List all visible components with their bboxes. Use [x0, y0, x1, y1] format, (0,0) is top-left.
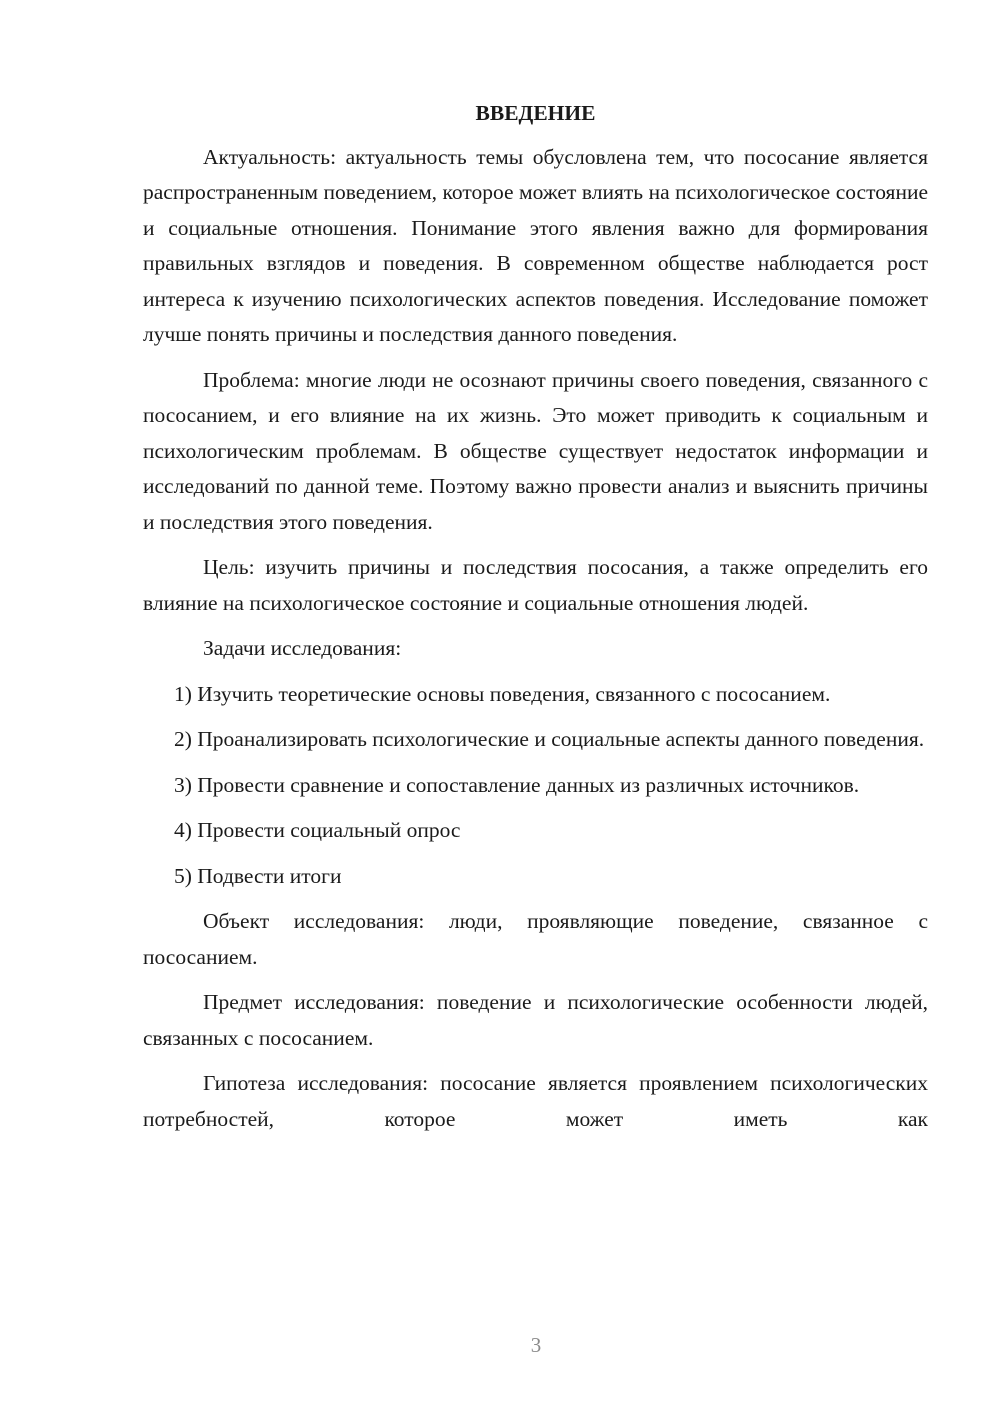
paragraph-hypothesis: Гипотеза исследования: пососание является проявлением психологических потребностей, которое может иметь как: [143, 1071, 928, 1131]
paragraph-problem: Проблема: многие люди не осознают причины своего поведения, связанного с пососанием, и его влияние на их жизнь. Это может приводить к социальным и психологическим проблемам. В обществе существует недостаток информации и исследований по данной теме. Поэтому важно провести анализ и выяснить причины и последствия этого поведения.: [143, 367, 928, 534]
paragraph-object: Объект исследования: люди, проявляющие поведение, связанное с пососанием.: [143, 909, 928, 969]
paragraph-relevance: Актуальность: актуальность темы обусловлена тем, что пососание является распространенным поведением, которое может влиять на психологическое состояние и социальные отношения. Понимание этого явления важно для формирования правильных взглядов и поведения. В современном обществе наблюдается рост интереса к изучению психологических аспектов поведения. Исследование поможет лучше понять причины и последствия данного поведения.: [143, 144, 928, 346]
paragraph-goal: Цель: изучить причины и последствия пососания, а также определить его влияние на психологическое состояние и социальные отношения людей.: [143, 555, 928, 615]
task-item-3: 3) Провести сравнение и сопоставление данных из различных источников.: [174, 772, 860, 797]
task-item-2: 2) Проанализировать психологические и социальные аспекты данного поведения.: [174, 727, 925, 751]
task-item-5: 5) Подвести итоги: [174, 863, 342, 888]
task-item-1: 1) Изучить теоретические основы поведения, связанного с пососанием.: [174, 681, 831, 706]
task-item-4: 4) Провести социальный опрос: [174, 818, 461, 842]
section-heading: ВВЕДЕНИЕ: [475, 101, 596, 125]
page-content: [143, 96, 928, 1137]
paragraph-subject: Предмет исследования: поведение и психологические особенности людей, связанных с пососанием.: [143, 990, 928, 1050]
tasks-title: Задачи исследования:: [203, 636, 402, 660]
page-number: 3: [530, 1333, 542, 1357]
